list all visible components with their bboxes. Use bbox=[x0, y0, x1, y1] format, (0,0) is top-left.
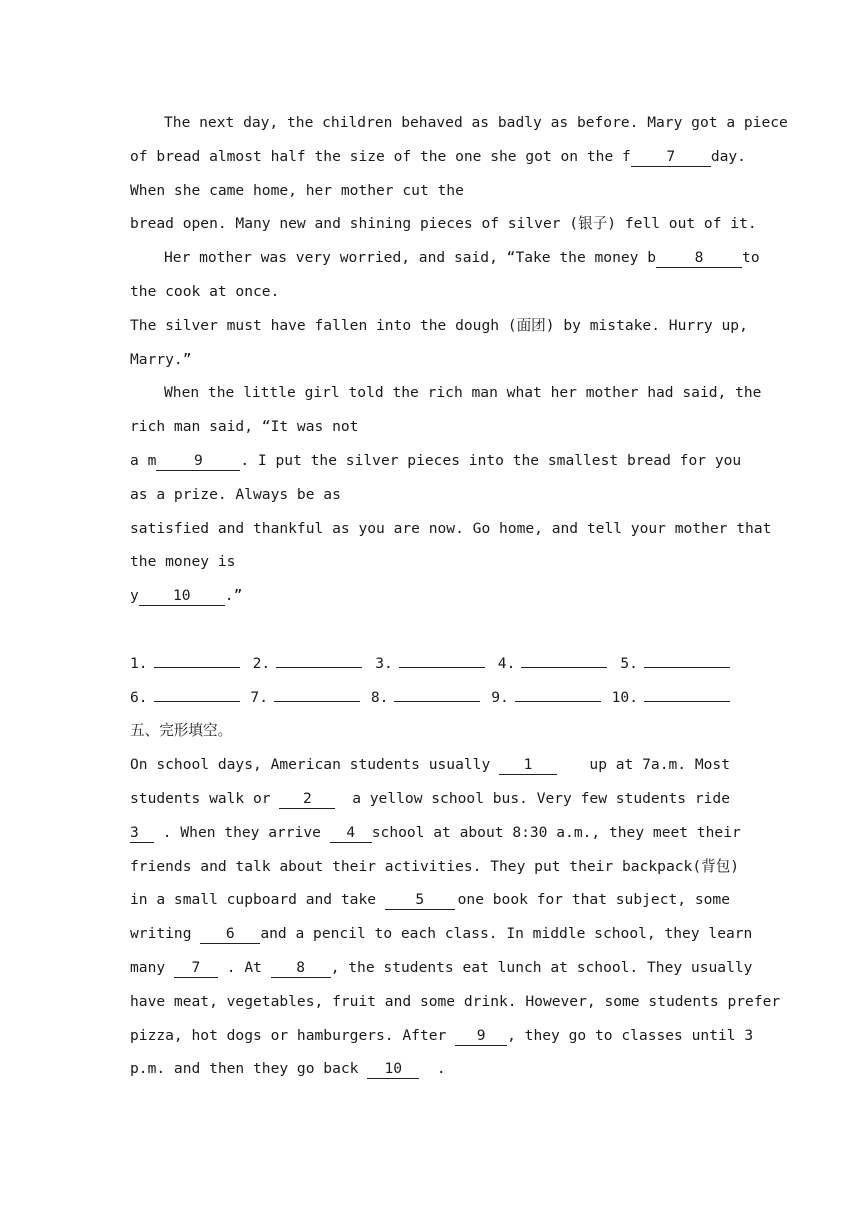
text: When the little girl told the rich man what her mother had said, the bbox=[164, 384, 762, 402]
answer-item bbox=[250, 681, 360, 715]
text: , they go to classes until 3 bbox=[507, 1026, 754, 1044]
text: as a prize. Always be as bbox=[130, 485, 341, 503]
passage-line bbox=[130, 309, 748, 343]
text: in a small cupboard and take 5 bbox=[130, 883, 455, 917]
answer-item bbox=[498, 647, 608, 681]
text: school at about 8:30 a.m., they meet their bbox=[371, 823, 741, 841]
answer-number: 2. bbox=[252, 654, 271, 672]
text: students walk or 2 bbox=[130, 782, 335, 816]
text: up at 7a.m. Most bbox=[589, 756, 730, 774]
cloze-line bbox=[130, 917, 753, 951]
blank-6: 6 bbox=[200, 925, 260, 944]
text: a m 9 bbox=[130, 444, 240, 478]
answer-number: 10. bbox=[611, 688, 638, 706]
blank-9: 9 bbox=[156, 452, 240, 471]
text: and a pencil to each class. In middle school, they learn bbox=[260, 925, 753, 943]
cloze-line bbox=[130, 951, 753, 985]
blank-4: 4 bbox=[330, 824, 372, 843]
answer-blank[interactable] bbox=[515, 685, 601, 702]
answer-number: 4. bbox=[497, 654, 516, 672]
text: many 7 . At 8 bbox=[130, 951, 331, 985]
blank-10: 10 bbox=[139, 587, 225, 606]
answer-blank[interactable] bbox=[521, 651, 607, 668]
answer-blank[interactable] bbox=[276, 651, 362, 668]
answer-blank[interactable] bbox=[394, 685, 480, 702]
text: On school days, American students usually 1 bbox=[130, 748, 557, 782]
passage-line bbox=[130, 343, 730, 377]
text: . I put the silver pieces into the smallest bread for you bbox=[240, 451, 742, 469]
answer-blank[interactable] bbox=[399, 651, 485, 668]
text: When she came home, her mother cut the bbox=[130, 181, 464, 199]
text: .” bbox=[224, 587, 243, 605]
answer-item bbox=[612, 681, 730, 715]
text: , the students eat lunch at school. They usually bbox=[330, 958, 753, 976]
cloze-line bbox=[130, 883, 730, 917]
section-heading bbox=[130, 714, 730, 748]
text: Marry.” bbox=[130, 350, 192, 368]
passage-line bbox=[130, 478, 730, 512]
answer-blank[interactable] bbox=[154, 651, 240, 668]
blank-5: 5 bbox=[385, 891, 455, 910]
cloze-line bbox=[130, 1019, 754, 1053]
blank-10: 10 bbox=[367, 1060, 419, 1079]
answer-item bbox=[130, 647, 240, 681]
passage-line bbox=[130, 376, 762, 410]
text: . bbox=[436, 1060, 446, 1078]
answer-item bbox=[375, 647, 485, 681]
text: the money is bbox=[130, 553, 236, 571]
text: The silver must have fallen into the dough (面团) by mistake. Hurry up, bbox=[130, 316, 748, 334]
passage-line bbox=[130, 545, 730, 579]
answer-number: 3. bbox=[375, 654, 393, 672]
answer-number: 1. bbox=[130, 654, 148, 672]
text: of bread almost half the size of the one she got on the f 7 bbox=[130, 140, 711, 174]
answer-item bbox=[491, 681, 601, 715]
answer-item bbox=[130, 681, 240, 715]
cloze-line bbox=[130, 782, 730, 816]
blank-8: 8 bbox=[656, 249, 742, 268]
passage-line bbox=[130, 174, 730, 208]
answer-blank[interactable] bbox=[274, 685, 360, 702]
text: have meat, vegetables, fruit and some drink. However, some students prefer bbox=[130, 992, 781, 1010]
passage-line bbox=[130, 106, 788, 140]
cloze-passage bbox=[130, 748, 781, 1086]
passage-line bbox=[130, 410, 730, 444]
story-passage bbox=[130, 106, 788, 613]
blank-8: 8 bbox=[271, 959, 331, 978]
text: 3 . When they arrive 4 bbox=[130, 816, 372, 850]
text: day. bbox=[710, 147, 746, 165]
blank-1: 1 bbox=[499, 756, 557, 775]
answer-grid bbox=[130, 647, 730, 715]
answer-item bbox=[371, 681, 481, 715]
blank-3: 3 bbox=[130, 824, 154, 843]
cloze-line bbox=[130, 985, 781, 1019]
text: rich man said, “It was not bbox=[130, 418, 359, 436]
text: the cook at once. bbox=[130, 282, 280, 300]
text: The next day, the children behaved as badly as before. Mary got a piece bbox=[164, 114, 788, 131]
text: one book for that subject, some bbox=[457, 891, 730, 909]
answer-blank[interactable] bbox=[154, 685, 240, 702]
passage-line bbox=[130, 207, 757, 241]
answer-number: 5. bbox=[620, 654, 638, 672]
answer-number: 8. bbox=[370, 688, 389, 706]
answer-number: 6. bbox=[130, 688, 148, 706]
section-title: 五、完形填空。 bbox=[130, 722, 233, 740]
text: a yellow school bus. Very few students ride bbox=[352, 789, 730, 807]
answer-item bbox=[620, 647, 730, 681]
blank-7: 7 bbox=[174, 959, 218, 978]
cloze-line bbox=[130, 748, 730, 782]
text: bread open. Many new and shining pieces of silver (银子) fell out of it. bbox=[130, 215, 757, 233]
text: satisfied and thankful as you are now. Go home, and tell your mother that bbox=[130, 519, 772, 537]
passage-line bbox=[130, 444, 742, 478]
cloze-line bbox=[130, 816, 741, 850]
text: p.m. and then they go back bbox=[130, 1060, 359, 1078]
passage-line bbox=[130, 241, 760, 275]
passage-line bbox=[130, 140, 746, 174]
text: friends and talk about their activities. They put their backpack(背包) bbox=[130, 857, 740, 875]
text: Her mother was very worried, and said, “Take the money b 8 bbox=[164, 241, 742, 275]
cloze-line bbox=[130, 850, 740, 884]
answer-blank[interactable] bbox=[644, 651, 730, 668]
cloze-line bbox=[130, 1052, 730, 1086]
spacer bbox=[130, 613, 730, 647]
passage-line bbox=[130, 512, 772, 546]
text: y bbox=[130, 587, 139, 605]
document-body bbox=[130, 106, 788, 1086]
blank-2: 2 bbox=[279, 790, 335, 809]
text: to bbox=[742, 249, 760, 267]
answer-row bbox=[130, 647, 730, 681]
blank-9: 9 bbox=[455, 1027, 507, 1046]
answer-number: 9. bbox=[491, 688, 509, 706]
answer-number: 7. bbox=[250, 688, 268, 706]
passage-line bbox=[130, 275, 730, 309]
answer-blank[interactable] bbox=[644, 685, 730, 702]
text: pizza, hot dogs or hamburgers. After 9 bbox=[130, 1019, 507, 1053]
answer-row bbox=[130, 681, 730, 715]
blank-7: 7 bbox=[631, 148, 711, 167]
passage-line bbox=[130, 579, 730, 613]
text: writing 6 bbox=[130, 917, 260, 951]
answer-item bbox=[253, 647, 363, 681]
